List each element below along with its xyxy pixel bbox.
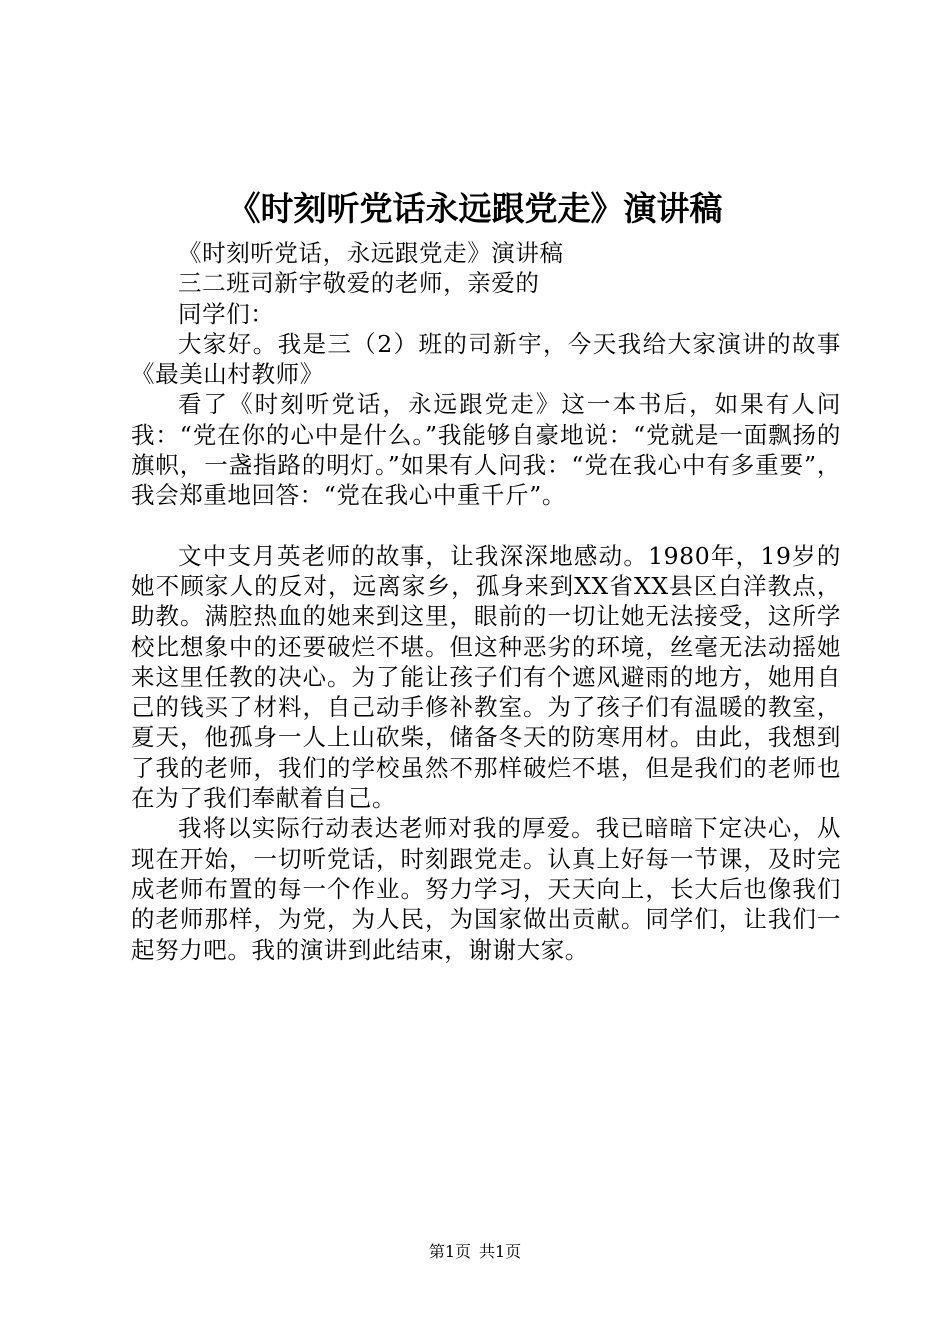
paragraph-body-1: 看了《时刻听党话，永远跟党走》这一本书后，如果有人问我：“党在你的心中是什么。”我能够自豪地说：“党就是一面飘扬的旗帜，一盏指路的明灯。”如果有人问我：“党在我心中有多重要”，我会郑重地回答：“党在我心中重千斤”。 <box>131 390 841 510</box>
page-footer <box>0 1240 950 1264</box>
document-body <box>131 238 841 965</box>
page-total: 共1页 <box>479 1242 522 1261</box>
paragraph-body-3: 我将以实际行动表达老师对我的厚爱。我已暗暗下定决心，从现在开始，一切听党话，时刻跟党走。认真上好每一节课，及时完成老师布置的每一个作业。努力学习，天天向上，长大后也像我们的老师那样，为党，为人民，为国家做出贡献。同学们，让我们一起努力吧。我的演讲到此结束，谢谢大家。 <box>131 814 841 964</box>
page-number: 第1页 <box>428 1242 471 1261</box>
paragraph-subtitle: 《时刻听党话，永远跟党走》演讲稿 <box>178 239 564 267</box>
document-title: 《时刻听党话永远跟党走》演讲稿 <box>227 189 723 228</box>
paragraph-salutation: 同学们： <box>178 299 275 328</box>
paragraph-greeting: 大家好。我是三（2）班的司新宇，今天我给大家演讲的故事《最美山村教师》 <box>131 329 841 389</box>
paragraph-author: 三二班司新宇敬爱的老师，亲爱的 <box>178 269 540 298</box>
paragraph-body-2: 文中支月英老师的故事，让我深深地感动。1980年，19岁的她不顾家人的反对，远离家乡，孤身来到XX省XX县区白洋教点，助教。满腔热血的她来到这里，眼前的一切让她无法接受，这所学校比想象中的还要破烂不堪。但这种恶劣的环境，丝毫无法动摇她来这里任教的决心。为了能让孩子们有个遮风避雨的地方，她用自己的钱买了材料，自己动手修补教室。为了孩子们有温暖的教室，夏天，他孤身一人上山砍柴，储备冬天的防寒用材。由此，我想到了我的老师，我们的学校虽然不那样破烂不堪，但是我们的老师也在为了我们奉献着自己。 <box>131 541 841 813</box>
